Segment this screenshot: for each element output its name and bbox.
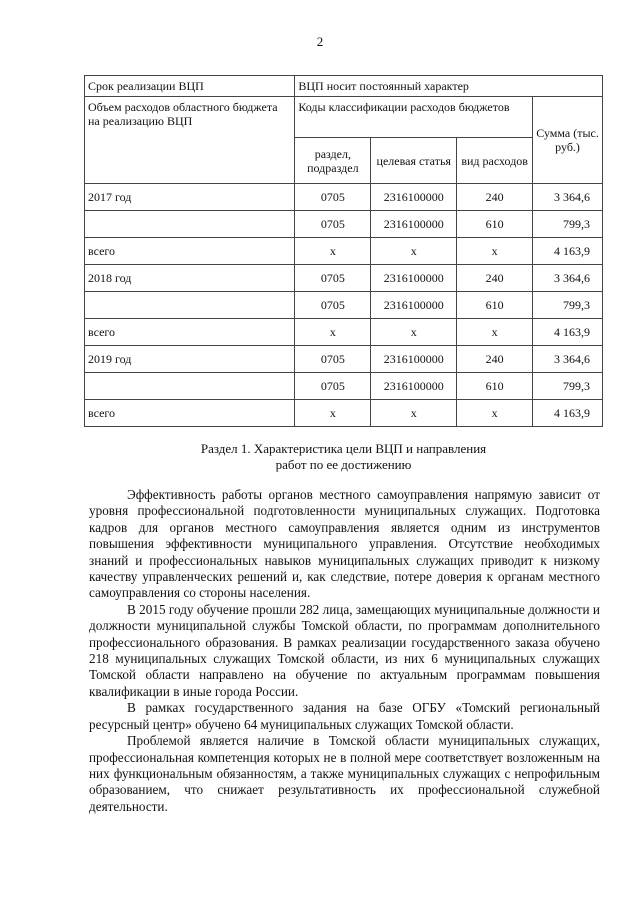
row-sum: 3 364,6 bbox=[533, 184, 603, 211]
row-sum: 4 163,9 bbox=[533, 238, 603, 265]
row-sum: 799,3 bbox=[533, 211, 603, 238]
codes-label: Коды классификации расходов бюджетов bbox=[295, 97, 533, 138]
volume-label: Объем расходов областного бюджета на реализацию ВЦП bbox=[85, 97, 295, 184]
paragraph: Проблемой является наличие в Томской области муниципальных служащих, профессиональная компетенция которых не в полной мере соответствует возложенным на них функциональным обязанностям, а также муниципальных служащих с непрофильным образованием, что снижает результативность их профессиональной служебной деятельности. bbox=[89, 733, 600, 814]
period-value: ВЦП носит постоянный характер bbox=[295, 76, 603, 97]
body-text bbox=[89, 487, 600, 815]
row-target: 2316100000 bbox=[371, 346, 457, 373]
row-label bbox=[85, 211, 295, 238]
row-label: всего bbox=[85, 319, 295, 346]
table-row bbox=[85, 346, 603, 373]
period-label: Срок реализации ВЦП bbox=[85, 76, 295, 97]
col-type-header: вид расходов bbox=[457, 138, 533, 184]
row-section: х bbox=[295, 400, 371, 427]
section-title bbox=[84, 441, 603, 473]
row-type: 240 bbox=[457, 346, 533, 373]
row-type: 240 bbox=[457, 184, 533, 211]
row-section: 0705 bbox=[295, 184, 371, 211]
table-row bbox=[85, 211, 603, 238]
paragraph: Эффективность работы органов местного самоуправления напрямую зависит от уровня профессиональной подготовленности муниципальных служащих. Подготовка кадров для органов местного самоуправления является одним из инструментов повышения эффективности муниципального управления. Отсутствие необходимых знаний и профессиональных навыков муниципальных служащих приводит к низкому качеству управленческих решений и, как следствие, потере доверия к органам местного самоуправления со стороны населения. bbox=[89, 487, 600, 601]
table-row bbox=[85, 292, 603, 319]
row-section: 0705 bbox=[295, 373, 371, 400]
table-row bbox=[85, 400, 603, 427]
table-row bbox=[85, 373, 603, 400]
period-row bbox=[85, 76, 603, 97]
row-section: х bbox=[295, 319, 371, 346]
section-title-line1: Раздел 1. Характеристика цели ВЦП и направления bbox=[200, 441, 487, 456]
table-row bbox=[85, 265, 603, 292]
row-target: 2316100000 bbox=[371, 211, 457, 238]
row-label bbox=[85, 292, 295, 319]
row-type: х bbox=[457, 400, 533, 427]
row-sum: 799,3 bbox=[533, 373, 603, 400]
row-type: х bbox=[457, 319, 533, 346]
row-section: 0705 bbox=[295, 292, 371, 319]
row-label bbox=[85, 373, 295, 400]
row-target: х bbox=[371, 238, 457, 265]
row-section: 0705 bbox=[295, 211, 371, 238]
col-target-header: целевая статья bbox=[371, 138, 457, 184]
row-label: всего bbox=[85, 400, 295, 427]
page-number: 2 bbox=[316, 34, 324, 49]
row-target: 2316100000 bbox=[371, 184, 457, 211]
row-sum: 4 163,9 bbox=[533, 400, 603, 427]
row-type: 610 bbox=[457, 292, 533, 319]
row-section: 0705 bbox=[295, 346, 371, 373]
col-section-header: раздел, подраздел bbox=[295, 138, 371, 184]
table-row bbox=[85, 238, 603, 265]
row-target: 2316100000 bbox=[371, 292, 457, 319]
table-row bbox=[85, 319, 603, 346]
row-label: 2018 год bbox=[85, 265, 295, 292]
row-type: 610 bbox=[457, 211, 533, 238]
row-type: 240 bbox=[457, 265, 533, 292]
row-section: 0705 bbox=[295, 265, 371, 292]
row-type: 610 bbox=[457, 373, 533, 400]
budget-table bbox=[84, 75, 603, 427]
row-type: х bbox=[457, 238, 533, 265]
row-sum: 4 163,9 bbox=[533, 319, 603, 346]
sum-label: Сумма (тыс. руб.) bbox=[533, 97, 603, 184]
row-target: 2316100000 bbox=[371, 373, 457, 400]
section-title-line2: работ по ее достижению bbox=[275, 457, 412, 472]
table-row bbox=[85, 184, 603, 211]
paragraph: В 2015 году обучение прошли 282 лица, замещающих муниципальные должности и должности муниципальной службы Томской области, по программам дополнительного профессионального образования. В рамках реализации государственного заказа обучено 218 муниципальных служащих Томской области, из них 6 муниципальных служащих Томской области направлено на обучение по актуальным программам повышения квалификации в иные города России. bbox=[89, 601, 600, 699]
header-row bbox=[85, 97, 603, 138]
row-label: всего bbox=[85, 238, 295, 265]
row-target: х bbox=[371, 319, 457, 346]
row-section: х bbox=[295, 238, 371, 265]
row-sum: 3 364,6 bbox=[533, 265, 603, 292]
row-label: 2017 год bbox=[85, 184, 295, 211]
row-target: х bbox=[371, 400, 457, 427]
row-target: 2316100000 bbox=[371, 265, 457, 292]
row-label: 2019 год bbox=[85, 346, 295, 373]
row-sum: 799,3 bbox=[533, 292, 603, 319]
row-sum: 3 364,6 bbox=[533, 346, 603, 373]
paragraph: В рамках государственного задания на базе ОГБУ «Томский региональный ресурсный центр» обучено 64 муниципальных служащих Томской области. bbox=[89, 700, 600, 732]
